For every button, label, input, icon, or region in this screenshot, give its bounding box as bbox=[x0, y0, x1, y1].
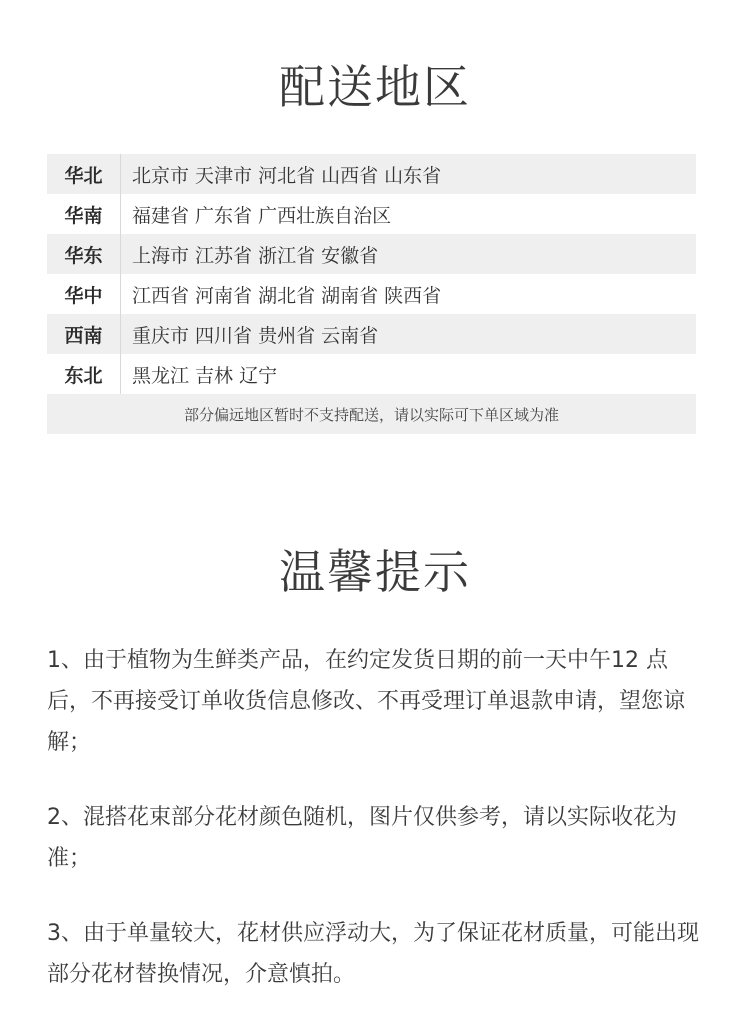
region-name: 华南 bbox=[47, 194, 121, 234]
region-provinces: 江西省 河南省 湖北省 湖南省 陕西省 bbox=[132, 284, 442, 307]
tip-item: 3、由于单量较大，花材供应浮动大，为了保证花材质量，可能出现部分花材替换情况，介意慎拍。 bbox=[47, 921, 699, 987]
tips-list bbox=[47, 640, 703, 1029]
delivery-title: 配送地区 bbox=[279, 60, 471, 114]
region-row-south-china bbox=[47, 194, 696, 234]
region-name: 华北 bbox=[47, 154, 121, 194]
region-name: 华中 bbox=[47, 274, 121, 314]
tip-item: 2、混搭花束部分花材颜色随机，图片仅供参考，请以实际收花为准； bbox=[47, 805, 677, 871]
region-row-north-china bbox=[47, 154, 696, 194]
region-provinces: 北京市 天津市 河北省 山西省 山东省 bbox=[132, 164, 442, 187]
region-row-east-china bbox=[47, 234, 696, 274]
delivery-region-table bbox=[47, 154, 696, 434]
region-row-central-china bbox=[47, 274, 696, 314]
tips-title: 温馨提示 bbox=[279, 545, 471, 599]
region-provinces: 上海市 江苏省 浙江省 安徽省 bbox=[132, 244, 379, 267]
region-name: 东北 bbox=[47, 354, 121, 394]
region-name: 西南 bbox=[47, 314, 121, 354]
region-row-northeast bbox=[47, 354, 696, 394]
delivery-note: 部分偏远地区暂时不支持配送，请以实际可下单区域为准 bbox=[47, 394, 696, 434]
region-provinces: 重庆市 四川省 贵州省 云南省 bbox=[132, 324, 379, 347]
region-row-southwest bbox=[47, 314, 696, 354]
region-provinces: 福建省 广东省 广西壮族自治区 bbox=[132, 204, 392, 227]
region-name: 华东 bbox=[47, 234, 121, 274]
tip-item: 1、由于植物为生鲜类产品，在约定发货日期的前一天中午12 点后，不再接受订单收货信息修改、不再受理订单退款申请，望您谅解； bbox=[47, 648, 686, 755]
region-provinces: 黑龙江 吉林 辽宁 bbox=[132, 364, 278, 387]
